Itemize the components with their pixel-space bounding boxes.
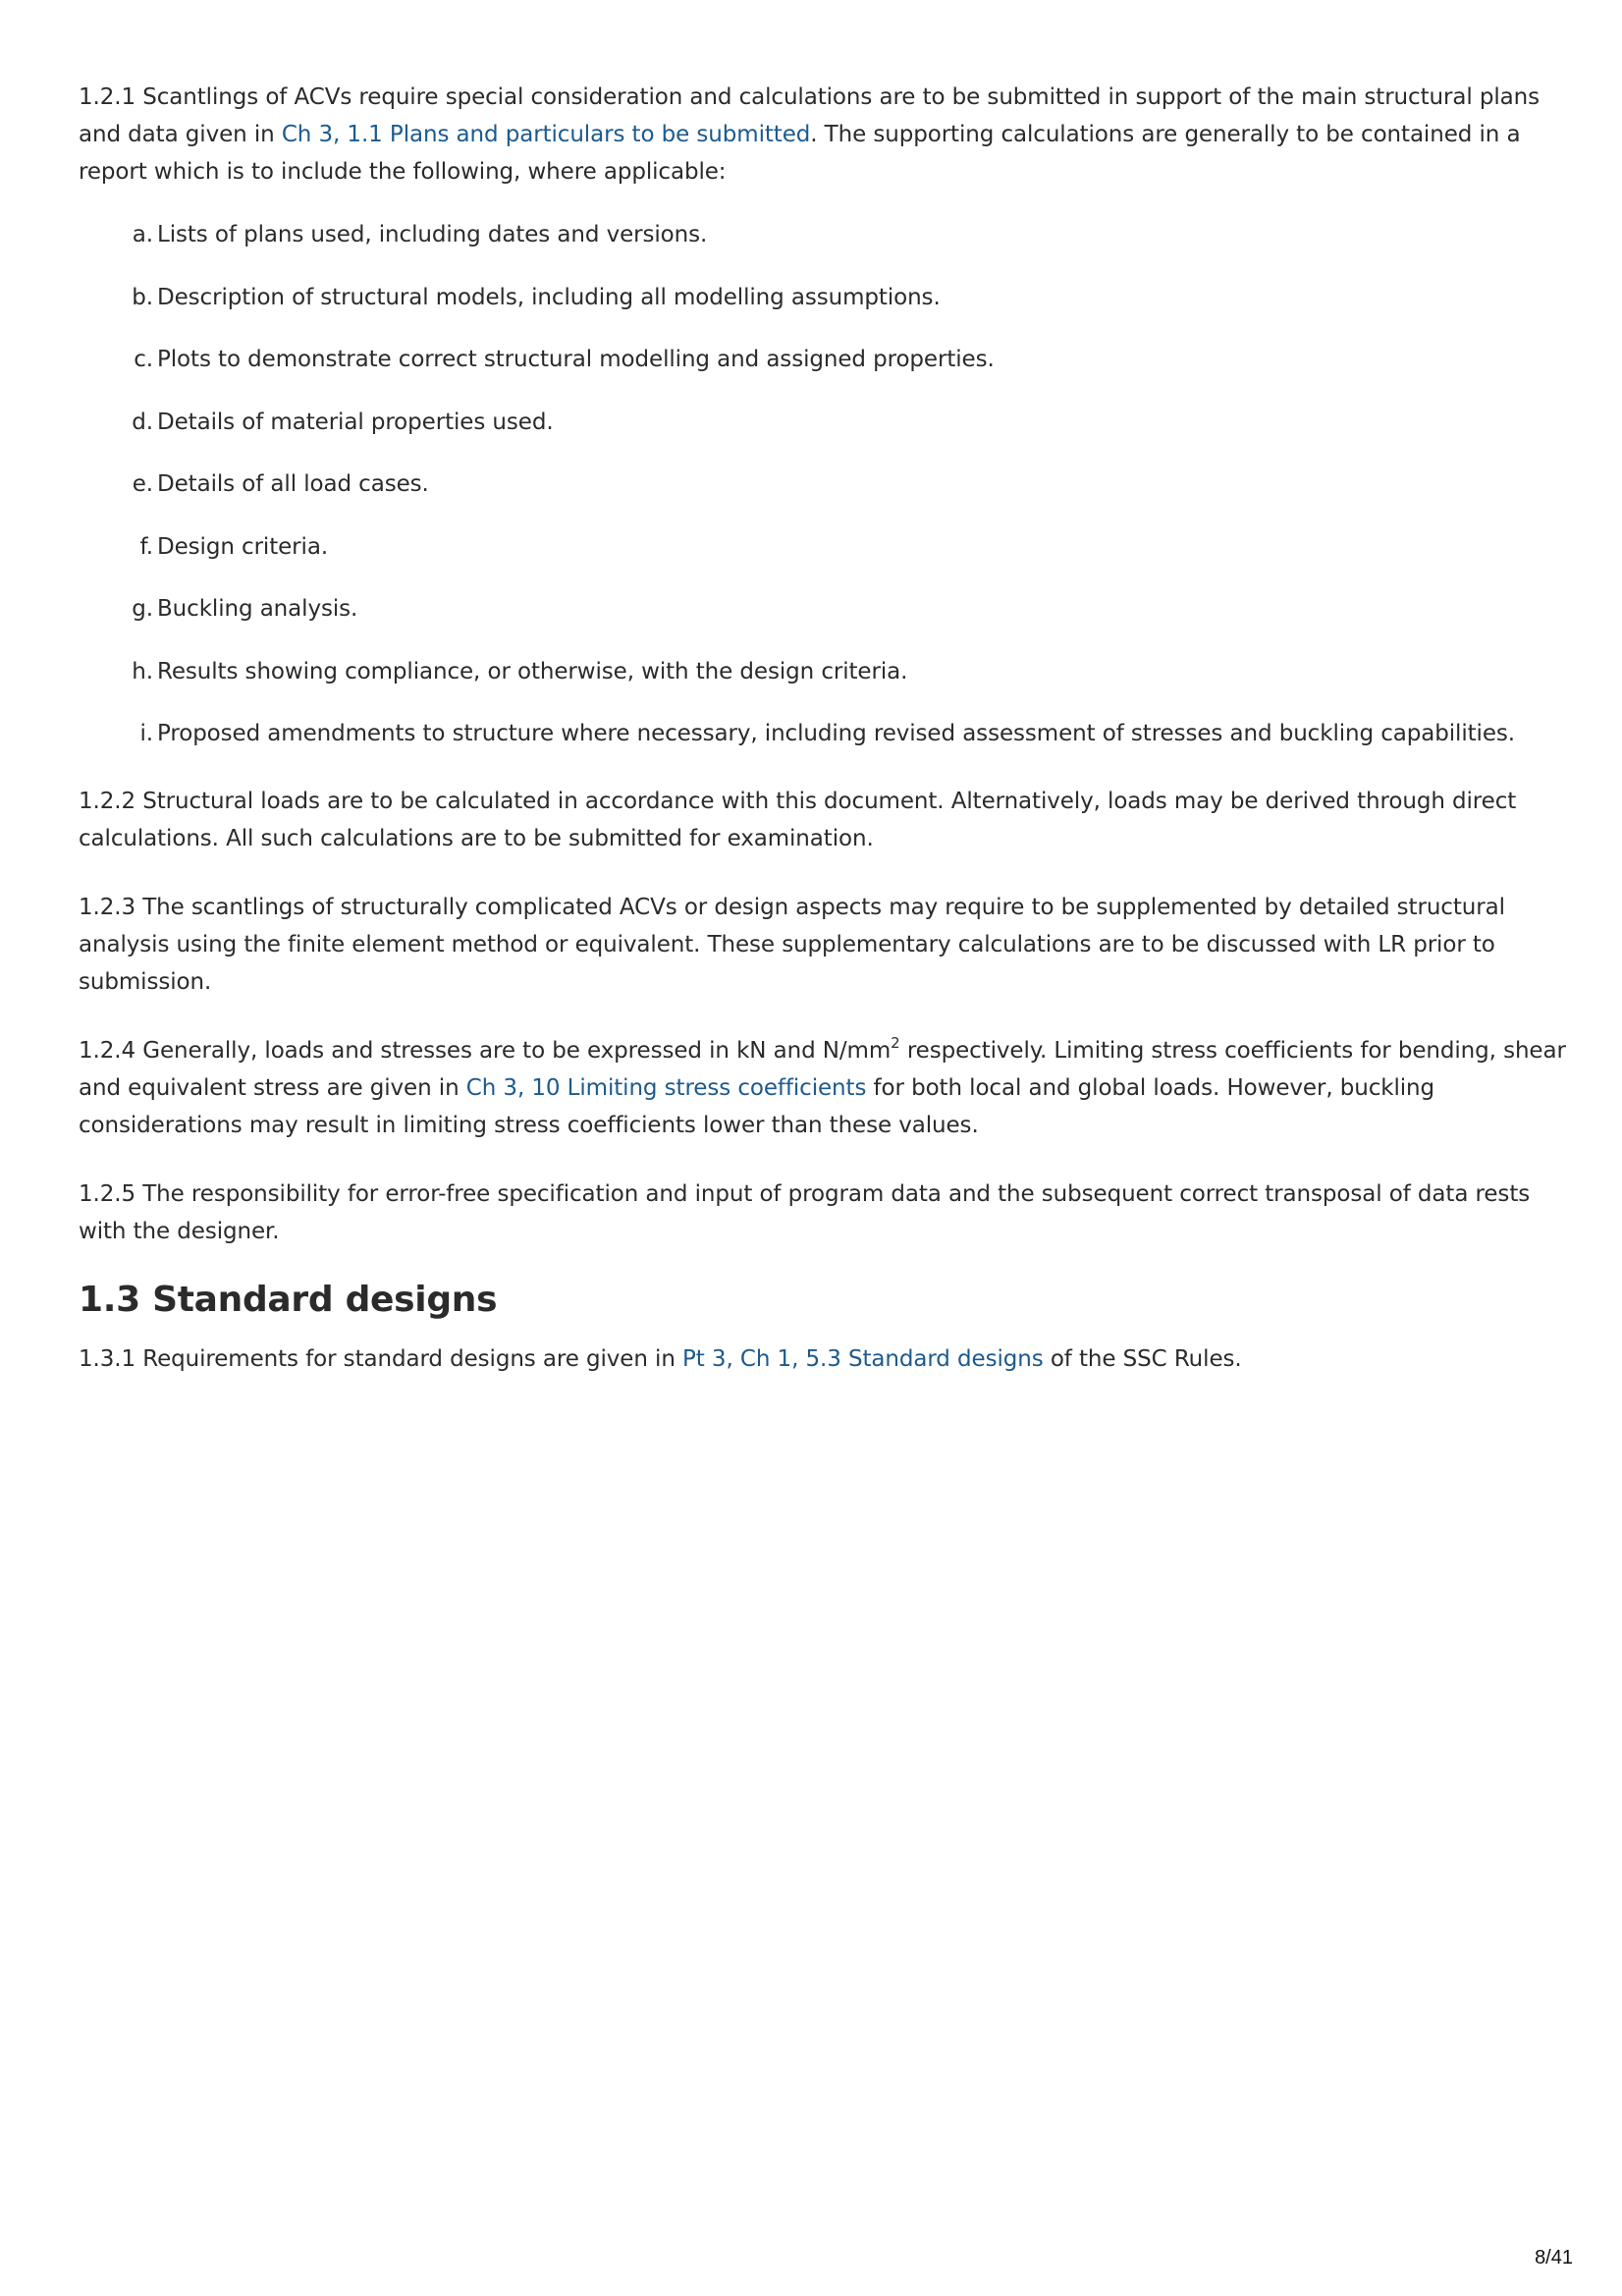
spacer — [79, 1144, 1566, 1175]
list-item — [79, 465, 1566, 503]
list-marker: e. — [132, 471, 153, 497]
paragraph-text: 1.2.1 Scantlings of ACVs require special consideration and calculations are to be submitted in support of the main structural plans and data given in — [79, 84, 1540, 147]
paragraph-1-2-3: 1.2.3 The scantlings of structurally complicated ACVs or design aspects may require to be supplemented by detailed structural analysis using the finite element method or equivalent. These supplementary calculations are to be discussed with LR prior to submission. — [79, 894, 1505, 995]
list-item — [79, 341, 1566, 378]
paragraph-text: respectively. Limiting stress coefficients for bending, shear and equivalent stress are given in — [79, 1037, 1566, 1101]
list-item — [79, 279, 1566, 316]
list-item-text: Details of material properties used. — [157, 409, 554, 435]
list-marker: i. — [139, 721, 153, 746]
list-item-text: Lists of plans used, including dates and versions. — [157, 222, 708, 247]
list-item-text: Plots to demonstrate correct structural modelling and assigned properties. — [157, 347, 995, 372]
list-marker: a. — [132, 222, 153, 247]
spacer — [79, 1250, 1566, 1278]
spacer — [79, 857, 1566, 889]
list-item-text: Details of all load cases. — [157, 471, 429, 497]
list-item-text: Design criteria. — [157, 533, 329, 560]
section-heading-standard-designs: 1.3 Standard designs — [79, 1279, 498, 1320]
list-item — [79, 216, 1566, 253]
paragraph-text: . The supporting calculations are generally to be contained in a report which is to include the following, where applicable: — [79, 122, 1521, 185]
list-item — [79, 715, 1566, 752]
list-item-text: Proposed amendments to structure where necessary, including revised assessment of stresses and buckling capabilities. — [157, 721, 1515, 746]
paragraph-1-3-1 — [79, 1340, 1566, 1378]
paragraph-1-2-4 — [79, 1032, 1566, 1144]
spacer — [79, 1001, 1566, 1032]
paragraph-1-2-5: 1.2.5 The responsibility for error-free specification and input of program data and the subsequent correct transposal of data rests with the designer. — [79, 1180, 1531, 1244]
paragraph-1-2-1 — [79, 79, 1566, 191]
paragraph-1-2-2: 1.2.2 Structural loads are to be calculated in accordance with this document. Alternatively, loads may be derived through direct calculations. All such calculations are to be submitted for examination. — [79, 788, 1517, 851]
superscript: 2 — [891, 1033, 900, 1052]
list-marker: f. — [139, 533, 153, 560]
list-item — [79, 404, 1566, 441]
page-number: 8/41 — [1535, 2247, 1573, 2269]
list-marker: b. — [132, 284, 153, 310]
paragraph-text: of the SSC Rules. — [1043, 1345, 1242, 1372]
list-item-text: Results showing compliance, or otherwise, with the design criteria. — [157, 658, 908, 684]
list-item — [79, 653, 1566, 690]
link-standard-designs[interactable]: Pt 3, Ch 1, 5.3 Standard designs — [682, 1345, 1044, 1372]
link-limiting-stress-coefficients[interactable]: Ch 3, 10 Limiting stress coefficients — [465, 1074, 867, 1101]
list-marker: g. — [132, 596, 153, 622]
list-marker: d. — [132, 409, 153, 435]
paragraph-text: 1.3.1 Requirements for standard designs are given in — [79, 1345, 683, 1372]
paragraph-text: 1.2.4 Generally, loads and stresses are to be expressed in kN and N/mm — [79, 1037, 892, 1064]
requirements-list — [79, 216, 1566, 752]
spacer — [79, 1323, 1566, 1340]
list-item-text: Description of structural models, including all modelling assumptions. — [157, 284, 941, 310]
list-marker: c. — [134, 347, 153, 372]
list-item — [79, 590, 1566, 628]
list-marker: h. — [132, 658, 153, 684]
link-plans-and-particulars[interactable]: Ch 3, 1.1 Plans and particulars to be submitted — [281, 122, 811, 147]
document-page — [79, 79, 1566, 1378]
list-item — [79, 528, 1566, 566]
list-item-text: Buckling analysis. — [157, 596, 358, 622]
paragraph-text: for both local and global loads. However, buckling considerations may result in limiting stress coefficients lower than these values. — [79, 1074, 1435, 1138]
